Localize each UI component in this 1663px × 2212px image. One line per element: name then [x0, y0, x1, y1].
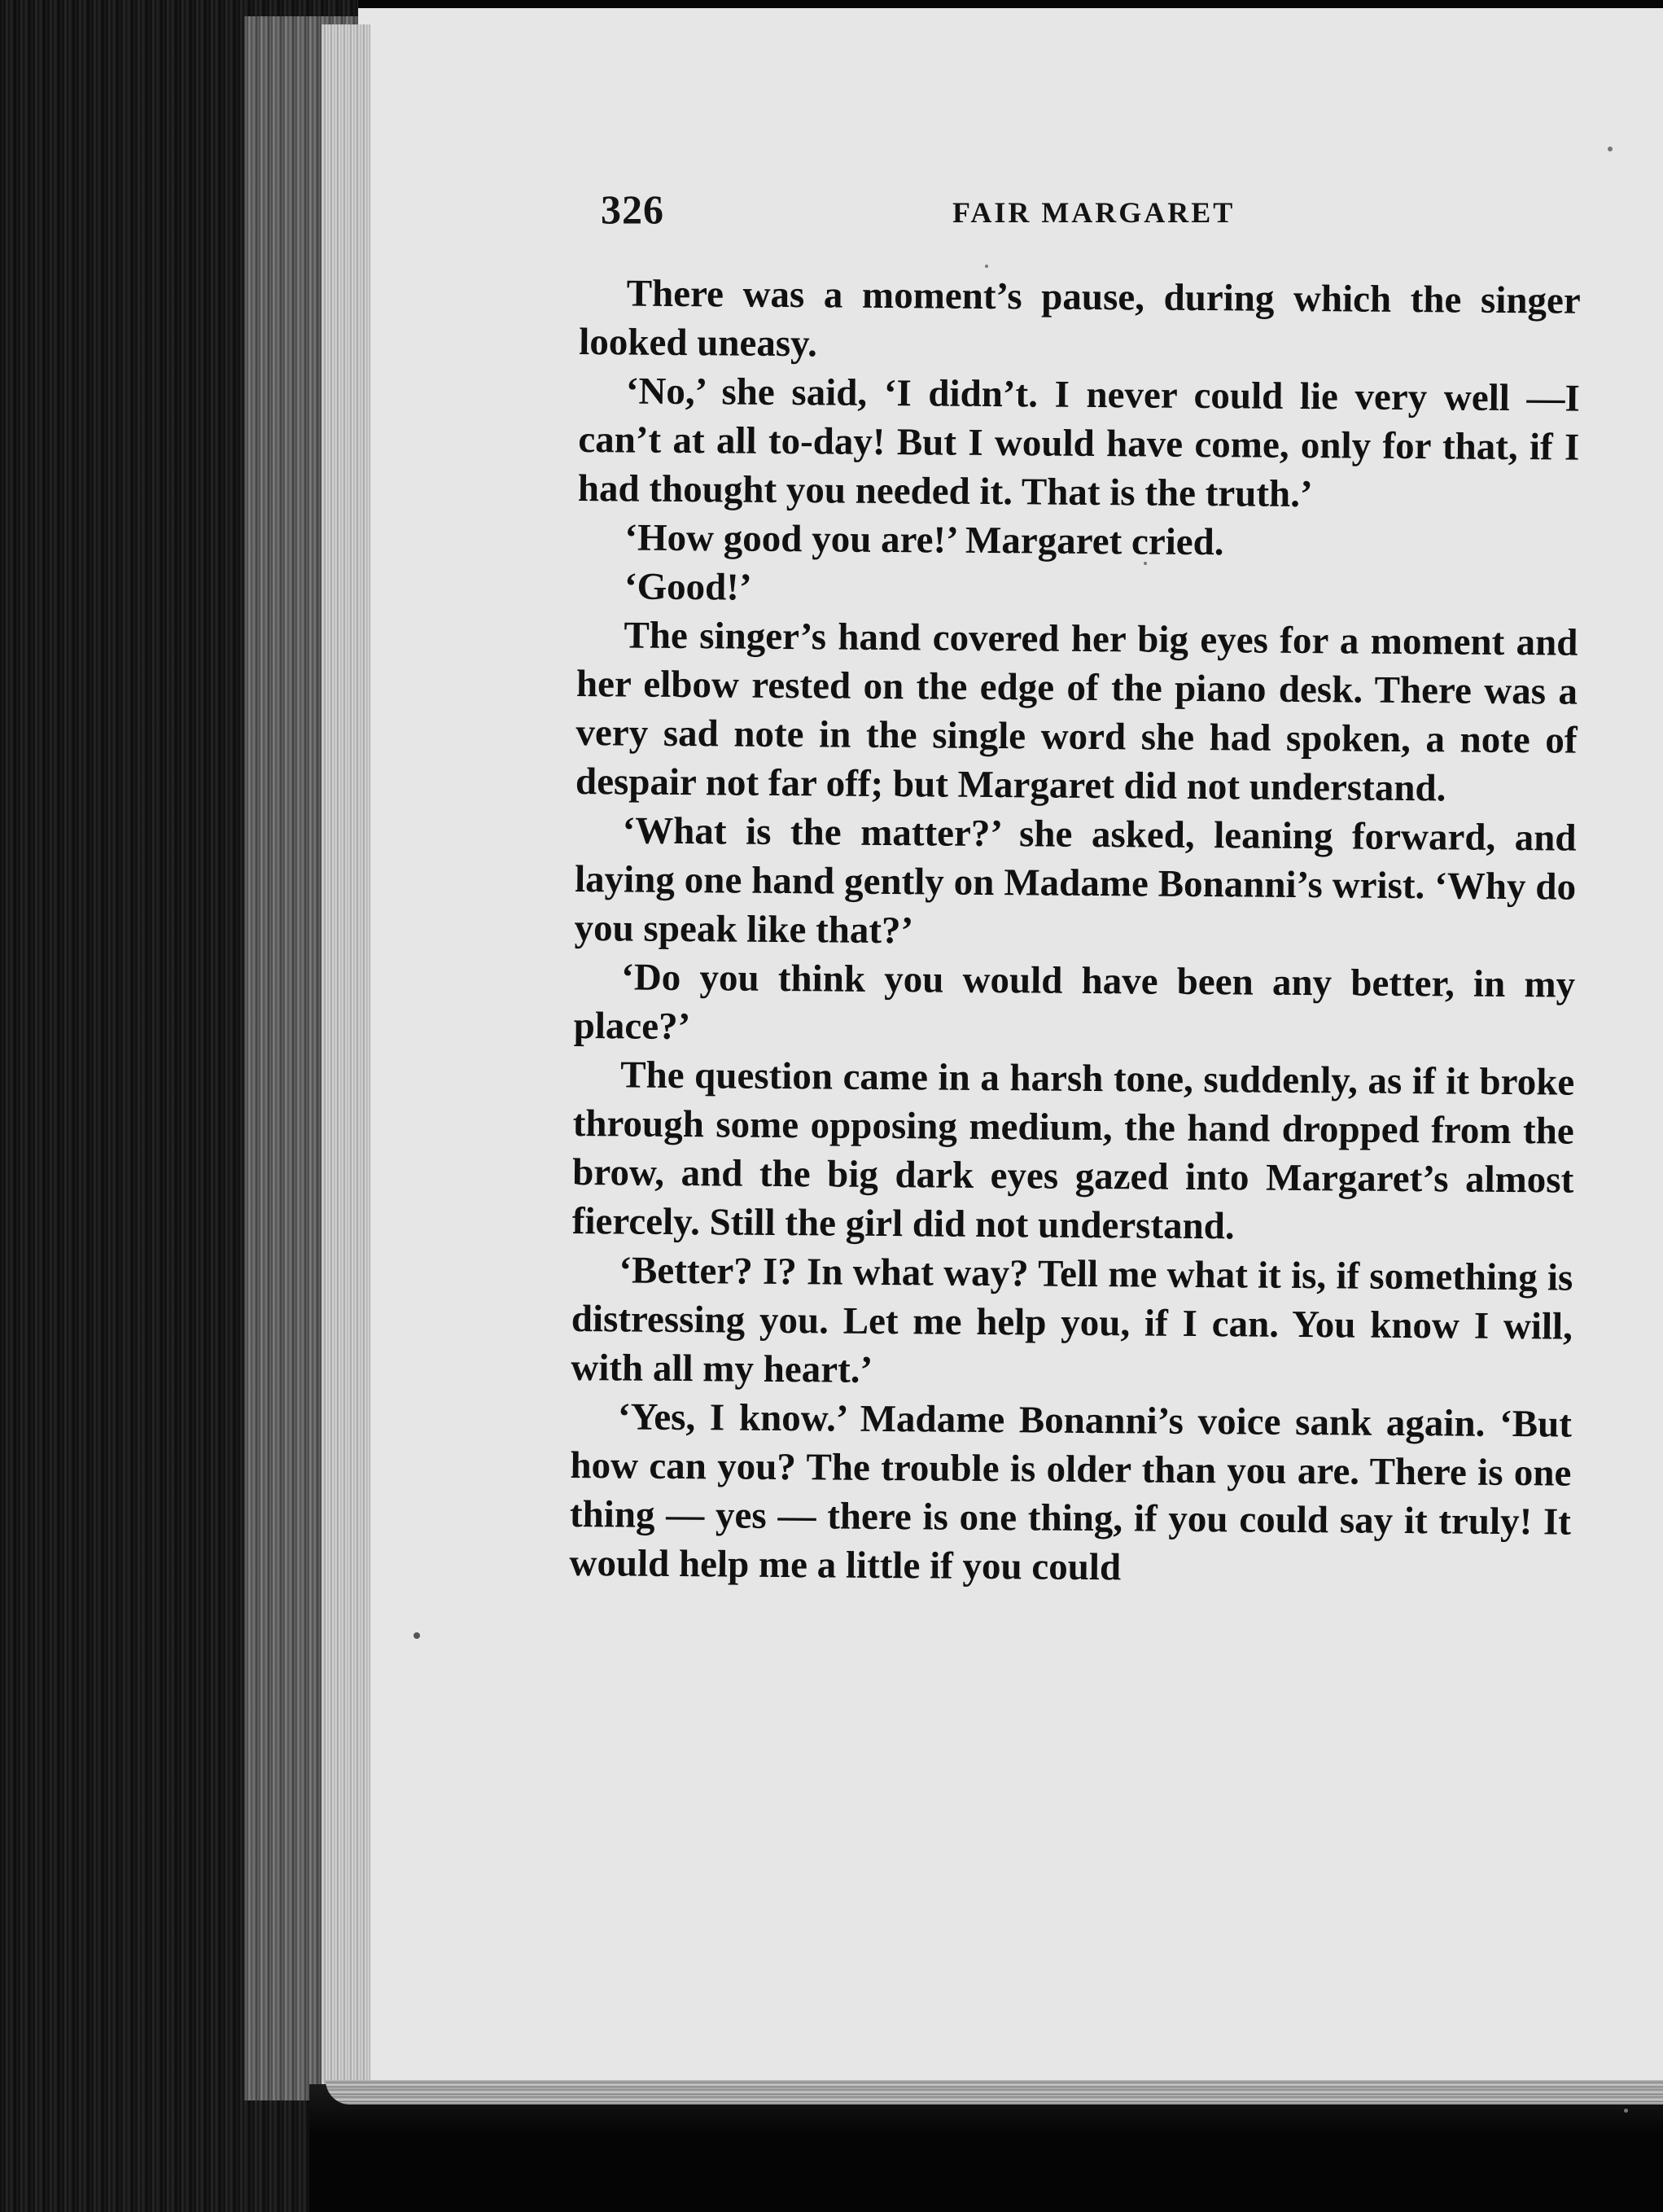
page-edge-strip [322, 24, 370, 2092]
paragraph: ‘How good you are!’ Margaret cried. [624, 516, 1224, 564]
paragraph: ‘Good!’ [624, 565, 752, 609]
paragraph: ‘Do you think you would have been any better, in my place?’ [573, 956, 1576, 1049]
page-bottom-edge [326, 2080, 1663, 2105]
page-number: 326 [601, 186, 664, 232]
page-header [601, 186, 1578, 243]
running-head: FAIR MARGARET [952, 196, 1236, 229]
body-text [569, 269, 1581, 1596]
paragraph: The singer’s hand covered her big eyes for a moment and her elbow rested on the edge of the piano desk. There was a very sad note in the single word she had spoken, a note of despair not far off; but Margaret did not understand. [575, 614, 1578, 810]
paragraph: ‘Yes, I know.’ Madame Bonanni’s voice sank again. ‘But how can you? The trouble is older than you are. There is one thing — yes — there is one thing, if you could say it truly! It would help me a little if you could [569, 1395, 1573, 1589]
paragraph: There was a moment’s pause, during which the singer looked uneasy. [579, 272, 1581, 366]
paragraph: ‘What is the matter?’ she asked, leaning forward, and laying one hand gently on Madame Bonanni’s wrist. ‘Why do you speak like that?’ [574, 809, 1577, 953]
paragraph: The question came in a harsh tone, suddenly, as if it broke through some opposing medium, the hand dropped from the brow, and the big dark eyes gazed into Margaret’s almost fiercely. Still the girl did not understand. [571, 1053, 1575, 1248]
paragraph: ‘No,’ she said, ‘I didn’t. I never could lie very well —I can’t at all to-day! But I would have come, only for that, if I had thought you needed it. That is the truth.’ [577, 370, 1580, 516]
paragraph: ‘Better? I? In what way? Tell me what it is, if something is distressing you. Let me help you, if I can. You know I will, with all my heart.’ [571, 1249, 1573, 1391]
